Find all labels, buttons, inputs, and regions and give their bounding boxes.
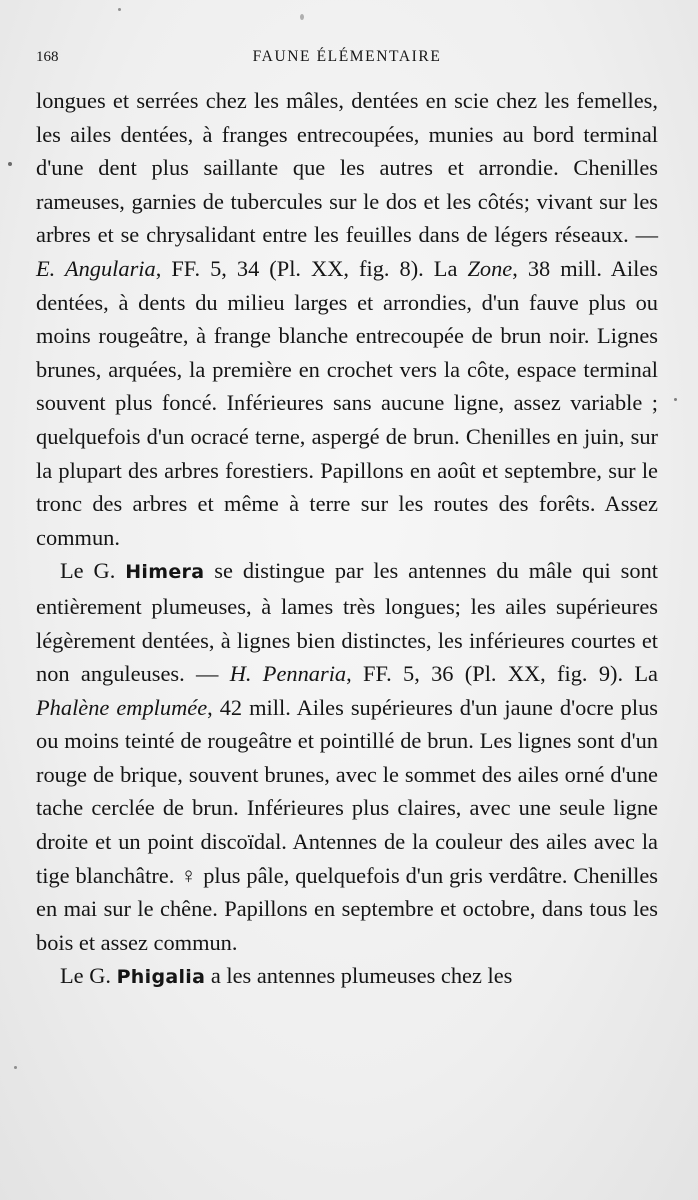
text-run: a les antennes plumeuses chez les [205,963,513,989]
text-run: se distingue par les antennes du mâle qui sont entièrement plumeuses, à lames très longues; les ailes supérieures légèrement dentées, à lignes bien distinctes, les inférieures courtes et non anguleuses. — [36,558,659,687]
text-run: Le G. [60,558,126,584]
print-speck [118,8,121,11]
italic-text: Zone [467,255,513,281]
text-run: , FF. 5, 36 (Pl. XX, fig. 9). La [346,661,658,687]
print-speck [674,398,677,401]
print-speck [8,162,12,166]
text-run: , FF. 5, 34 (Pl. XX, fig. 8). La [155,255,468,281]
print-speck [300,14,304,20]
page-number: 168 [36,49,59,65]
body-text [36,84,658,995]
print-speck [14,1066,17,1069]
italic-text: H. Pennaria [229,661,347,687]
italic-text: Phalène emplumée [36,694,208,720]
text-run: longues et serrées chez les mâles, dentées en scie chez les femelles, les ailes dentées, à franges entrecoupées, munies au bord terminal d'une dent plus saillante que les autres et arrondie. Chenilles rameuses, garnies de tubercules sur le dos et les côtés; vivant sur les arbres et se chrysalidant entre les feuilles dans de légers réseaux. — [36,88,658,248]
running-title: FAUNE ÉLÉMENTAIRE [252,48,442,65]
italic-text: E. Angularia [36,255,156,281]
paragraph [36,554,658,959]
genus-name: Himera [125,561,205,584]
paragraph [36,84,658,554]
paragraph [36,959,658,995]
genus-name: Phigalia [116,966,206,989]
text-run: Le G. [60,963,117,989]
text-run: , 38 mill. Ailes dentées, à dents du milieu larges et arrondies, d'un fauve plus ou moins rougeâtre, à frange blanche entrecoupée de brun noir. Lignes brunes, arquées, la première en crochet vers la côte, espace terminal souvent plus foncé. Inférieures sans aucune ligne, assez variable ; quelquefois d'un ocracé terne, aspergé de brun. Chenilles en juin, sur la plupart des arbres forestiers. Papillons en août et septembre, sur le tronc des arbres et même à terre sur les routes des forêts. Assez commun. [36,255,658,550]
text-run: , 42 mill. Ailes supérieures d'un jaune d'ocre plus ou moins teinté de rougeâtre et pointillé de brun. Les lignes sont d'un rouge de brique, souvent brunes, avec le sommet des ailes orné d'une tache cerclée de brun. Inférieures plus claires, avec une seule ligne droite et un point discoïdal. Antennes de la couleur des ailes avec la tige blanchâtre. ♀ plus pâle, quelquefois d'un gris verdâtre. Chenilles en mai sur le chêne. Papillons en septembre et octobre, dans tous les bois et assez commun. [36,694,659,955]
running-head [36,48,658,78]
